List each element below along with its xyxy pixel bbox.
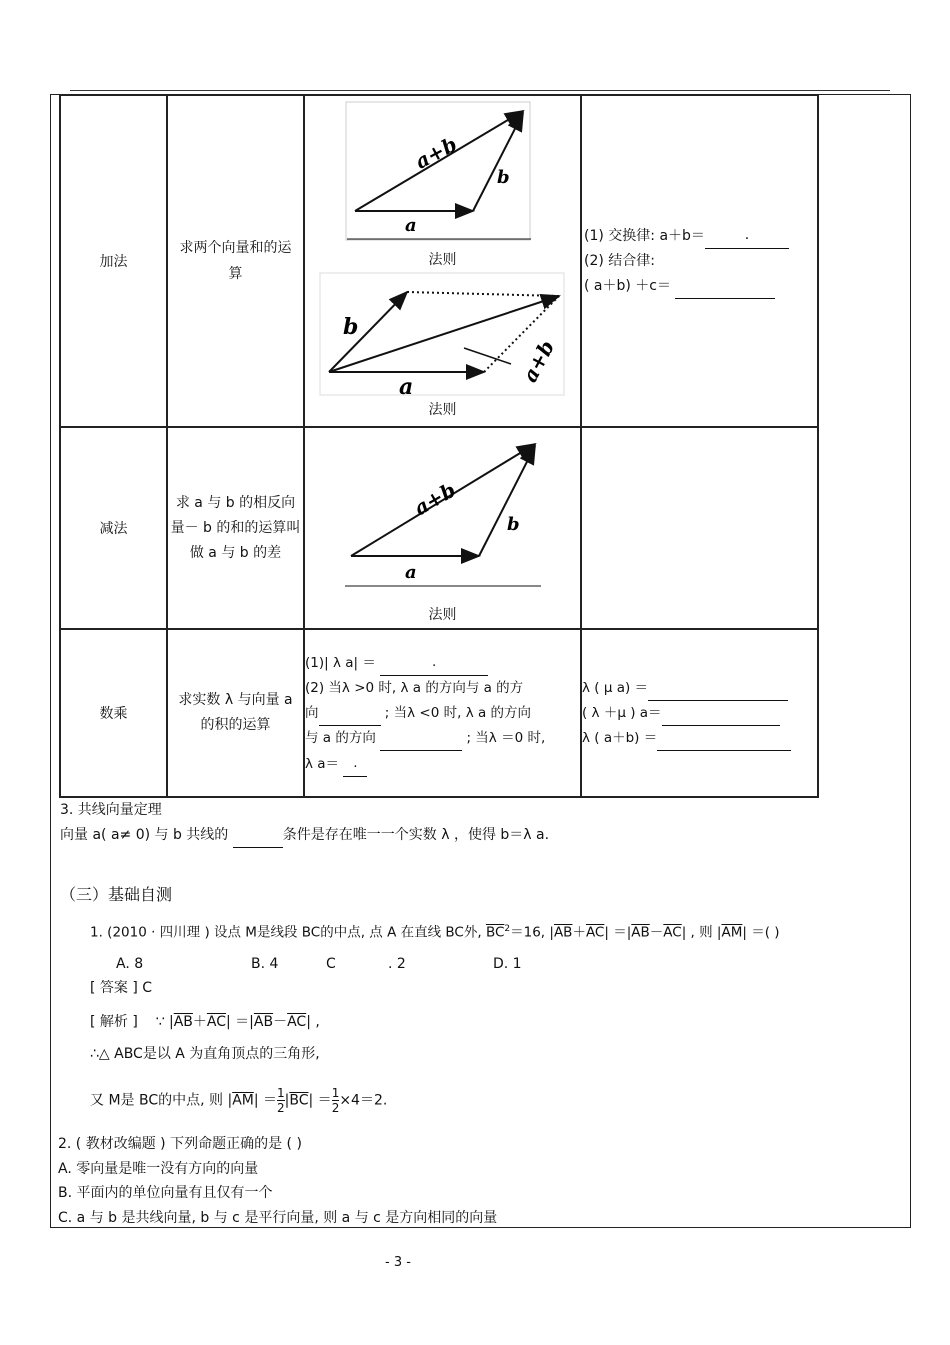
q2-option-a: A. 零向量是唯一没有方向的向量 [58,1161,259,1177]
table-row-addition [60,95,818,427]
scalar-line-2: (2) 当λ >0 时, λ a 的方向与 a 的方 [305,680,524,696]
op-name-addition: 加法 [60,95,167,427]
op-name-subtraction: 减法 [60,427,167,629]
caption-subtraction-rule: 法则 [428,607,457,623]
label-a: a [405,215,417,236]
label-sum: a+b [517,336,560,387]
vec-bc: $\overline{BC}$ [485,924,505,941]
op-props-scalar [304,629,581,797]
page-number: - 3 - [385,1255,411,1270]
op-desc-subtraction [167,427,304,629]
q2-stem: 2. ( 教材改编题 ) 下列命题正确的是 ( ) [58,1136,302,1152]
commutative-law: (1) 交换律: a＋b＝ . [584,223,817,249]
q1-answer: [ 答案 ] C [90,980,153,996]
scalar-law-2: ( λ ＋μ ) a＝ [582,701,817,726]
label-b: b [343,314,359,340]
q1-option-a: A. 8 [116,956,144,972]
scalar-line-4: 与 a 的方向 ; 当λ ＝0 时, [305,726,580,751]
section-heading: （三）基础自测 [60,885,173,904]
op-empty-subtraction [581,427,818,629]
blank-associative [675,298,775,299]
scalar-line-3: 向 ; 当λ <0 时, λ a 的方向 [305,701,580,726]
label-sum: a+b [411,131,461,174]
op-desc-scalar [167,629,304,797]
op-rule-subtraction [304,427,581,629]
vector-operations-table [59,94,819,798]
q2-option-c: C. a 与 b 是共线向量, b 与 c 是平行向量, 则 a 与 c 是方向相同的向量 [58,1210,498,1226]
theorem-text: 向量 a( a≠ 0) 与 b 共线的 条件是存在唯一一个实数 λ ，使得 b＝λ a. [60,823,549,848]
scalar-line-1: (1)| λ a| ＝ . [305,650,580,676]
triangle-rule-figure [345,101,545,246]
q1-option-c-value: . 2 [388,956,406,972]
q1-analysis-line3: 又 M是 BC的中点, 则 $|\overline{AM}|$ ＝ $\frac{1}{2}$ $|\overline{BC}|$ ＝ $\frac{1}{2}$ ×4＝2. [90,1086,388,1115]
q1-analysis: [ 解析 ] ∵ $|\overline{AB}+\overline{AC}| =|\overline{AB}-\overline{AC}|$ , [90,1014,320,1030]
subtraction-rule-figure [341,438,546,588]
q1-analysis-line2: ∴△ ABC是以 A 为直角顶点的三角形, [90,1046,320,1062]
blank-commutative: . [705,223,789,249]
header-rule [70,90,890,91]
associative-law: ( a＋b) ＋c＝ [584,274,817,299]
op-laws-addition [581,95,818,427]
caption-triangle-rule: 法则 [428,252,457,268]
scalar-law-3: λ ( a＋b) ＝ [582,726,817,751]
parallelogram-rule-figure [319,272,567,397]
op-desc-addition-text: 求两个向量和的运算 [179,240,292,282]
q1-option-c-label: C [326,956,336,972]
label-a: a [399,374,414,397]
theorem-title: 3. 共线向量定理 [60,802,162,818]
associative-law-label: (2) 结合律: [584,253,655,269]
label-b: b [497,167,510,188]
pointer-line [464,348,511,364]
q2-option-b: B. 平面内的单位向量有且仅有一个 [58,1185,273,1201]
table-row-scalar [60,629,818,797]
label-a: a [405,562,417,583]
scalar-law-1: λ ( μ a) ＝ [582,676,817,701]
scalar-line-5: λ a＝ . [305,751,580,777]
q1-option-d: D. 1 [493,956,522,972]
op-laws-scalar [581,629,818,797]
caption-parallelogram-rule: 法则 [428,402,457,418]
op-desc-subtraction-text: 求 a 与 b 的相反向量－ b 的和的运算叫做 a 与 b 的差 [170,494,301,561]
q1-stem: 1. (2010 · 四川理 ) 设点 M是线段 BC的中点, 点 A 在直线 BC外, $\overline{BC}^2=16$, $|\overline{AB}+\overline{AC}| =|\overline{AB}-\overline{AC}|$ , 则 $|\overline{AM}|$ ＝( ) [90,924,780,941]
op-desc-scalar-text: 求实数 λ 与向量 a 的积的运算 [178,692,293,733]
fraction-half-2: $\frac{1}{2}$ [331,1086,340,1115]
op-name-scalar: 数乘 [60,629,167,797]
q1-option-b: B. 4 [251,956,279,972]
fraction-half: $\frac{1}{2}$ [277,1086,285,1115]
op-rule-addition [304,95,581,427]
vector-b-arrow [473,113,523,211]
label-b: b [507,514,520,535]
label-sum: a+b [409,477,460,521]
vector-b-arrow [479,446,535,556]
dotted-side-top [407,292,559,296]
op-desc-addition [167,95,304,427]
table-row-subtraction [60,427,818,629]
